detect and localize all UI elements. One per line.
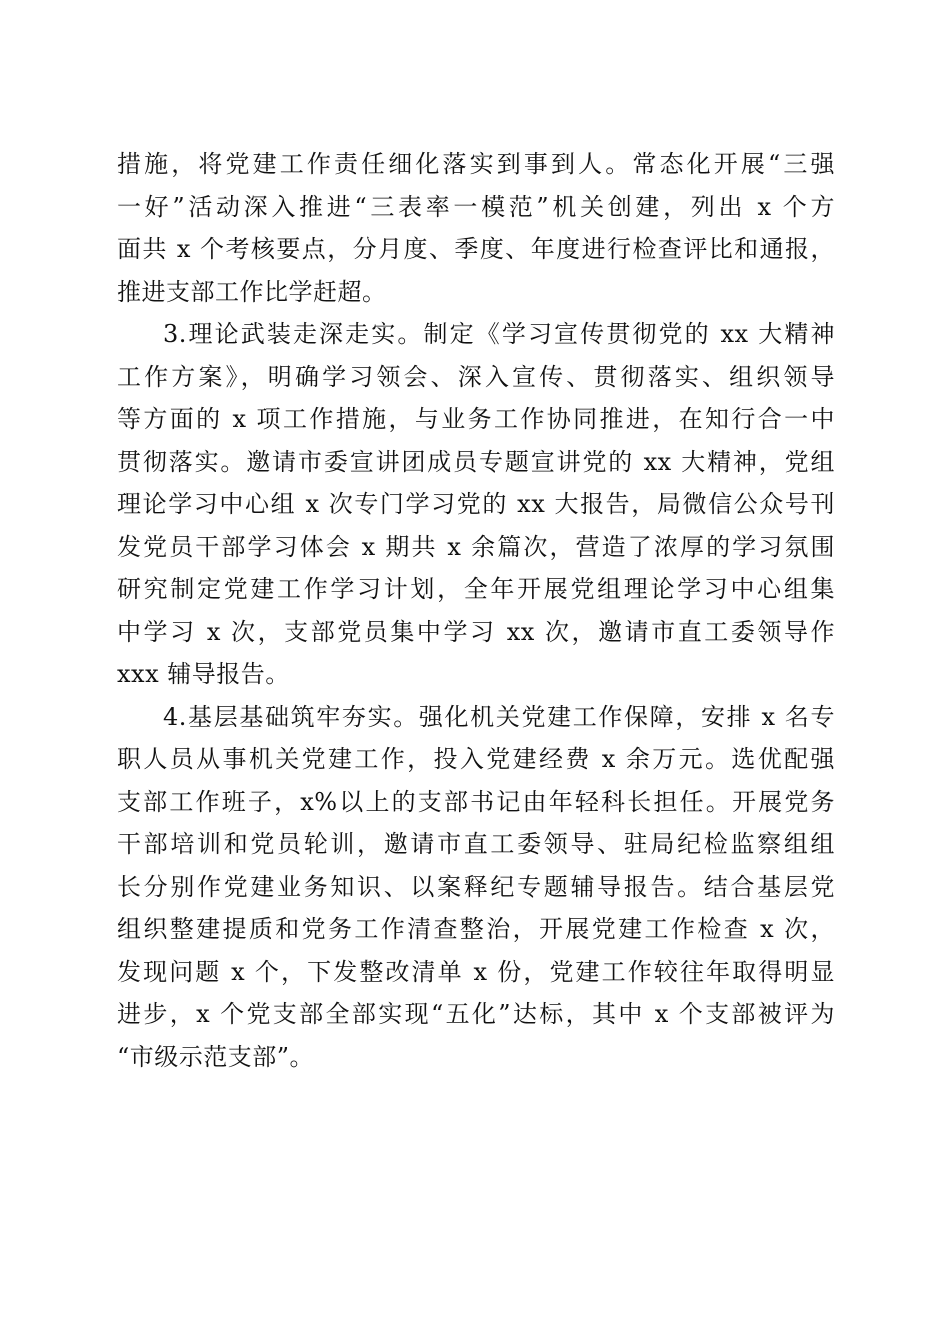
- text-line: 推进支部工作比学赶超。: [117, 277, 387, 306]
- text-line: 长分别作党建业务知识、以案释纪专题辅导报告。结合基层党: [117, 872, 835, 901]
- text-line: 一好”活动深入推进“三表率一模范”机关创建，列出 x 个方: [117, 192, 835, 221]
- section-heading-line: 3.理论武装走深走实。制定《学习宣传贯彻党的 xx 大精神: [163, 320, 835, 348]
- text-line: 研究制定党建工作学习计划，全年开展党组理论学习中心组集: [117, 575, 835, 603]
- text-line: 工作方案》，明确学习领会、深入宣传、贯彻落实、组织领导: [117, 362, 835, 391]
- text-line: “市级示范支部”。: [117, 1042, 315, 1071]
- text-line: 贯彻落实。邀请市委宣讲团成员专题宣讲党的 xx 大精神，党组: [117, 447, 835, 476]
- text-line: 等方面的 x 项工作措施，与业务工作协同推进，在知行合一中: [117, 405, 835, 433]
- text-line: 理论学习中心组 x 次专门学习党的 xx 大报告，局微信公众号刊: [117, 490, 835, 518]
- text-line: xxx 辅导报告。: [117, 660, 290, 688]
- text-line: 发党员干部学习体会 x 期共 x 余篇次，营造了浓厚的学习氛围: [117, 532, 835, 561]
- section-heading-line: 4.基层基础筑牢夯实。强化机关党建工作保障，安排 x 名专: [163, 702, 835, 731]
- text-line: 中学习 x 次，支部党员集中学习 xx 次，邀请市直工委领导作: [117, 617, 835, 646]
- text-line: 发现问题 x 个，下发整改清单 x 份，党建工作较往年取得明显: [117, 957, 835, 986]
- text-line: 职人员从事机关党建工作，投入党建经费 x 余万元。选优配强: [117, 745, 835, 773]
- body-text: [117, 143, 835, 1078]
- text-line: 措施，将党建工作责任细化落实到事到人。常态化开展“三强: [117, 150, 835, 178]
- text-line: 支部工作班子，x%以上的支部书记由年轻科长担任。开展党务: [117, 787, 835, 816]
- text-line: 组织整建提质和党务工作清查整治，开展党建工作检查 x 次，: [117, 915, 835, 943]
- text-line: 进步，x 个党支部全部实现“五化”达标，其中 x 个支部被评为: [117, 1000, 835, 1028]
- text-line: 干部培训和党员轮训，邀请市直工委领导、驻局纪检监察组组: [117, 830, 835, 858]
- text-line: 面共 x 个考核要点，分月度、季度、年度进行检查评比和通报，: [117, 235, 835, 263]
